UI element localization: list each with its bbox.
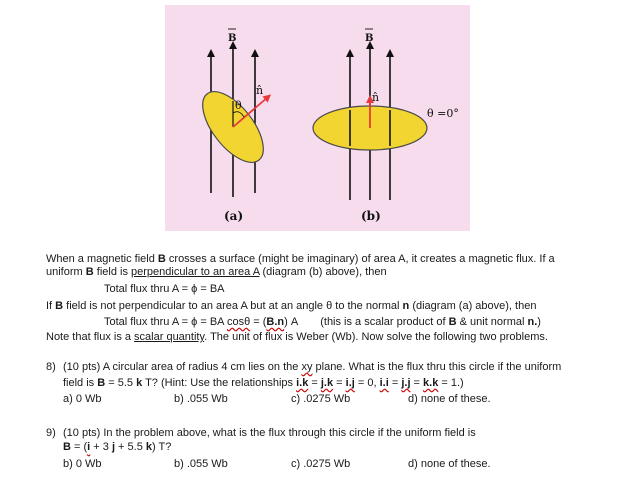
intro-line-2: uniform B field is perpendicular to an area A (diagram (b) above), then bbox=[46, 266, 387, 278]
intro-line-4: If B field is not perpendicular to an area A but at an angle θ to the normal n (diagram (a) above), then bbox=[46, 300, 537, 312]
label-b: (b) bbox=[361, 209, 381, 223]
normal-label-b: n̂ bbox=[372, 91, 380, 104]
field-label-a: B bbox=[228, 33, 237, 44]
q8-choice-a[interactable]: a) 0 Wb bbox=[63, 393, 102, 405]
field-label-b: B bbox=[365, 33, 374, 44]
intro-line-6: Note that flux is a scalar quantity. The unit of flux is Weber (Wb). Now solve the following two problems. bbox=[46, 331, 548, 343]
flux-diagram bbox=[165, 5, 470, 231]
intro-line-1: When a magnetic field B crosses a surface (might be imaginary) of area A, it creates a magnetic flux. If a bbox=[46, 253, 555, 265]
q8-number: 8) bbox=[46, 361, 56, 373]
q9-line-1: (10 pts) In the problem above, what is the flux through this circle if the uniform field is bbox=[63, 427, 476, 439]
flux-diagram-svg bbox=[165, 5, 470, 231]
normal-label-a: n̂ bbox=[256, 84, 264, 97]
intro-line-5: Total flux thru A = ϕ = BA cosθ = (B.n) A (this is a scalar product of B & unit normal n.) bbox=[104, 316, 541, 328]
q8-line-1: (10 pts) A circular area of radius 4 cm lies on the xy plane. What is the flux thru this circle if the uniform bbox=[63, 361, 562, 373]
q9-choice-d[interactable]: d) none of these. bbox=[408, 458, 491, 470]
q8-choice-b[interactable]: b) .055 Wb bbox=[174, 393, 228, 405]
q9-choice-c[interactable]: c) .0275 Wb bbox=[291, 458, 351, 470]
intro-line-3: Total flux thru A = ϕ = BA bbox=[104, 283, 225, 295]
q9-line-2: B = (i + 3 j + 5.5 k) T? bbox=[63, 441, 172, 453]
q9-number: 9) bbox=[46, 427, 56, 439]
q8-line-2: field is B = 5.5 k T? (Hint: Use the relationships i.k = j.k = i.j = 0, i.i = j.j = k.k = 1.) bbox=[63, 377, 464, 389]
label-a: (a) bbox=[224, 209, 244, 223]
q8-choice-d[interactable]: d) none of these. bbox=[408, 393, 491, 405]
q9-choice-a[interactable]: b) 0 Wb bbox=[63, 458, 102, 470]
theta-label-a: θ bbox=[235, 99, 242, 112]
q9-choice-b[interactable]: b) .055 Wb bbox=[174, 458, 228, 470]
theta-label-b: θ =0° bbox=[427, 107, 459, 120]
q8-choice-c[interactable]: c) .0275 Wb bbox=[291, 393, 351, 405]
